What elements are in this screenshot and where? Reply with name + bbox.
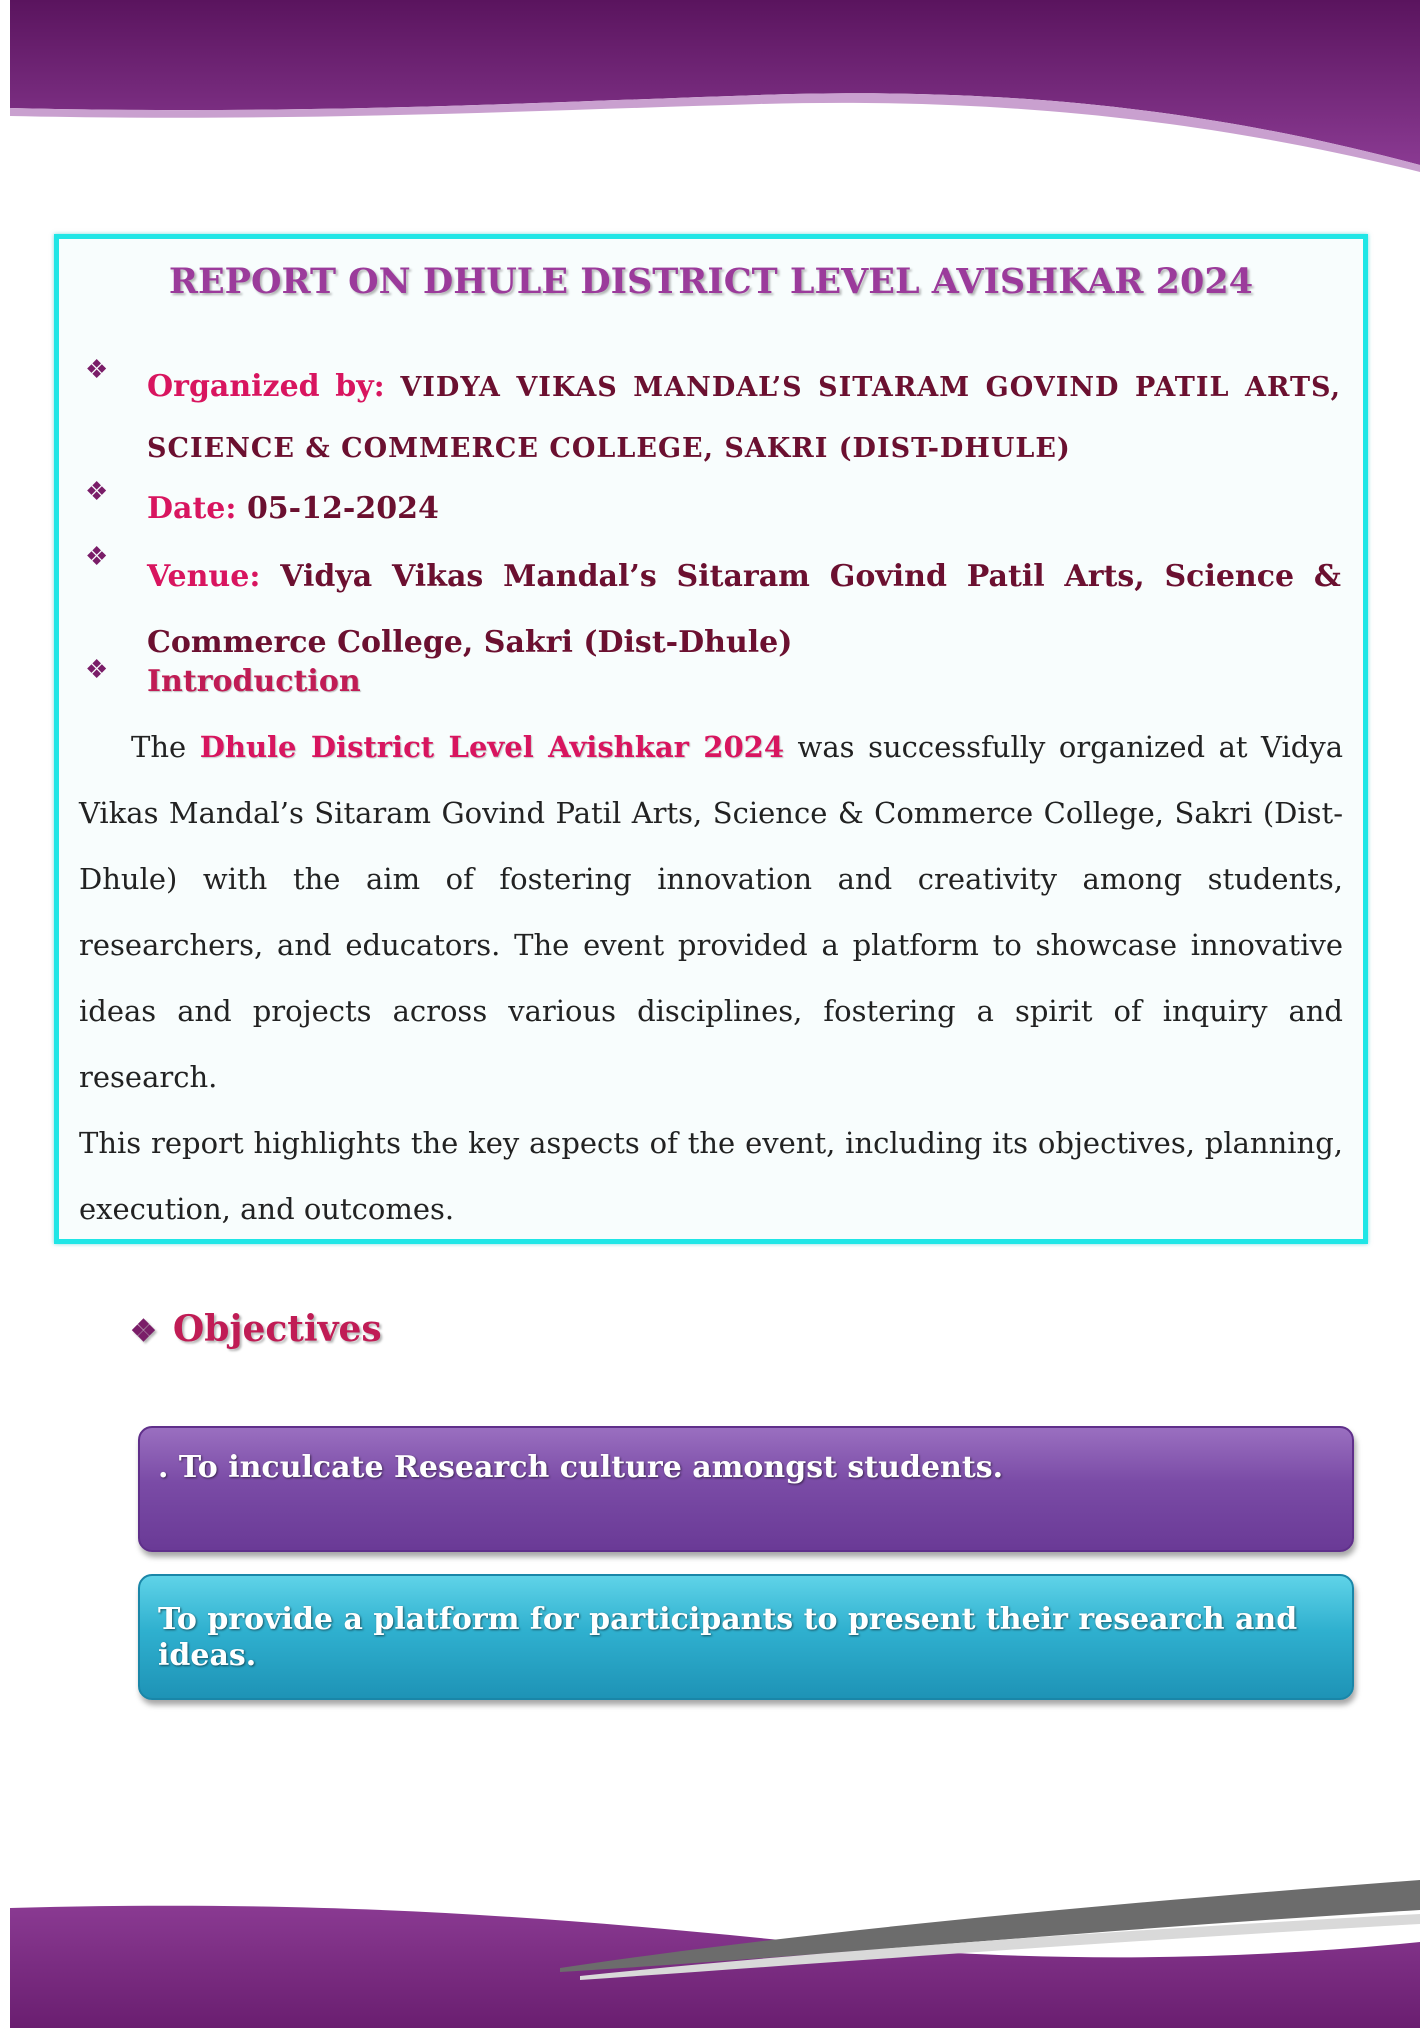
intro-rest-text: was successfully organized at Vidya Vikas Mandal’s Sitaram Govind Patil Arts, Science & Commerce College, Sakri (Dist-Dhule) with the aim of fostering innovation and creativity among students, researchers, and educators. The event provided a platform to showcase innovative ideas and projects across various disciplines, fostering a spirit of inquiry and research. [79,730,1343,1094]
introduction-paragraph [79,714,1343,1110]
diamond-bullet-icon: ❖ [85,355,109,385]
organized-by-label: Organized by: [147,369,385,404]
venue-value: Vidya Vikas Mandal’s Sitaram Govind Patil Arts, Science & Commerce College, Sakri (Dist-Dhule) [147,559,1342,660]
footer-wave-decoration [0,1880,1428,2028]
introduction-heading: Introduction [147,664,361,699]
diamond-bullet-icon: ❖ [85,542,109,572]
organized-by-item [85,357,1341,479]
event-name-highlight: Dhule District Level Avishkar 2024 [199,730,785,764]
page-title: REPORT ON DHULE DISTRICT LEVEL AVISHKAR 2024 [168,261,1254,302]
date-label: Date: [147,491,237,526]
diamond-bullet-icon: ❖ [85,655,109,685]
diamond-bullet-icon: ❖ [85,477,109,507]
venue-label: Venue: [147,559,261,594]
objective-card-research-culture: . To inculcate Research culture amongst students. [138,1426,1354,1552]
introduction-heading-item [85,657,1341,707]
report-scope-paragraph: This report highlights the key aspects of the event, including its objectives, planning, execution, and outcomes. [79,1126,1343,1226]
objectives-heading-text: Objectives [172,1308,382,1350]
diamond-bullet-icon: ❖ [130,1314,157,1349]
objectives-heading [130,1308,382,1350]
intro-start-text: The [131,730,187,764]
date-value: 05-12-2024 [246,491,439,526]
header-wave-decoration [0,0,1428,175]
report-summary-box [54,234,1368,1244]
date-item [85,479,1341,539]
organized-by-value: VIDYA VIKAS MANDAL’S SITARAM GOVIND PATIL ARTS, SCIENCE & COMMERCE COLLEGE, SAKRI (DIST-DHULE) [147,372,1341,464]
objective-card-platform: To provide a platform for participants to present their research and ideas. [138,1574,1354,1700]
